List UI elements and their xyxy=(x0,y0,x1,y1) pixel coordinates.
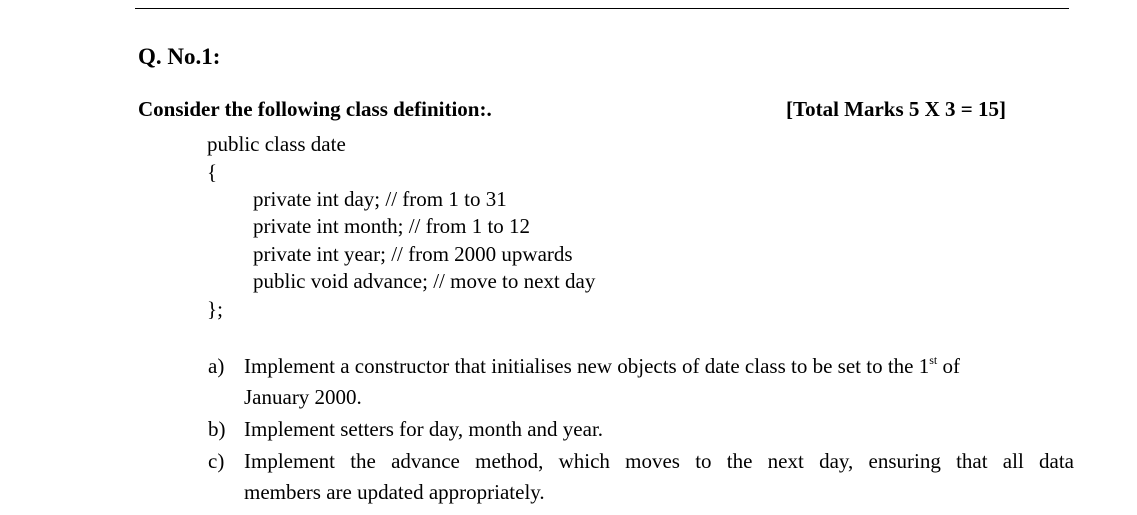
top-rule xyxy=(135,8,1069,9)
code-line: }; xyxy=(207,297,223,321)
question-text-line1: Implement the advance method, which moves to the next day, ensuring that all data xyxy=(244,449,1074,473)
question-text-part: Implement a constructor that initialises new objects of date class to be set to the 1 xyxy=(244,354,930,378)
question-intro: Consider the following class definition:. xyxy=(138,97,492,121)
question-text-line2: members are updated appropriately. xyxy=(244,480,545,504)
code-line: public void advance; // move to next day xyxy=(253,269,596,293)
question-text: Implement setters for day, month and year. xyxy=(244,417,604,441)
code-line: private int day; // from 1 to 31 xyxy=(253,187,507,211)
question-label: b) xyxy=(208,417,226,441)
question-text-line2: January 2000. xyxy=(244,385,362,409)
question-number: Q. No.1: xyxy=(138,44,221,69)
question-text-part: of xyxy=(937,354,960,378)
code-line: { xyxy=(207,160,218,184)
ordinal-superscript: st xyxy=(929,353,938,367)
question-label: c) xyxy=(208,449,225,473)
question-text xyxy=(244,351,960,413)
code-line: private int year; // from 2000 upwards xyxy=(253,242,573,266)
code-line: public class date xyxy=(207,132,346,156)
question-text xyxy=(244,446,1074,508)
code-line: private int month; // from 1 to 12 xyxy=(253,214,531,238)
total-marks: [Total Marks 5 X 3 = 15] xyxy=(786,97,1007,121)
question-label: a) xyxy=(208,354,225,378)
